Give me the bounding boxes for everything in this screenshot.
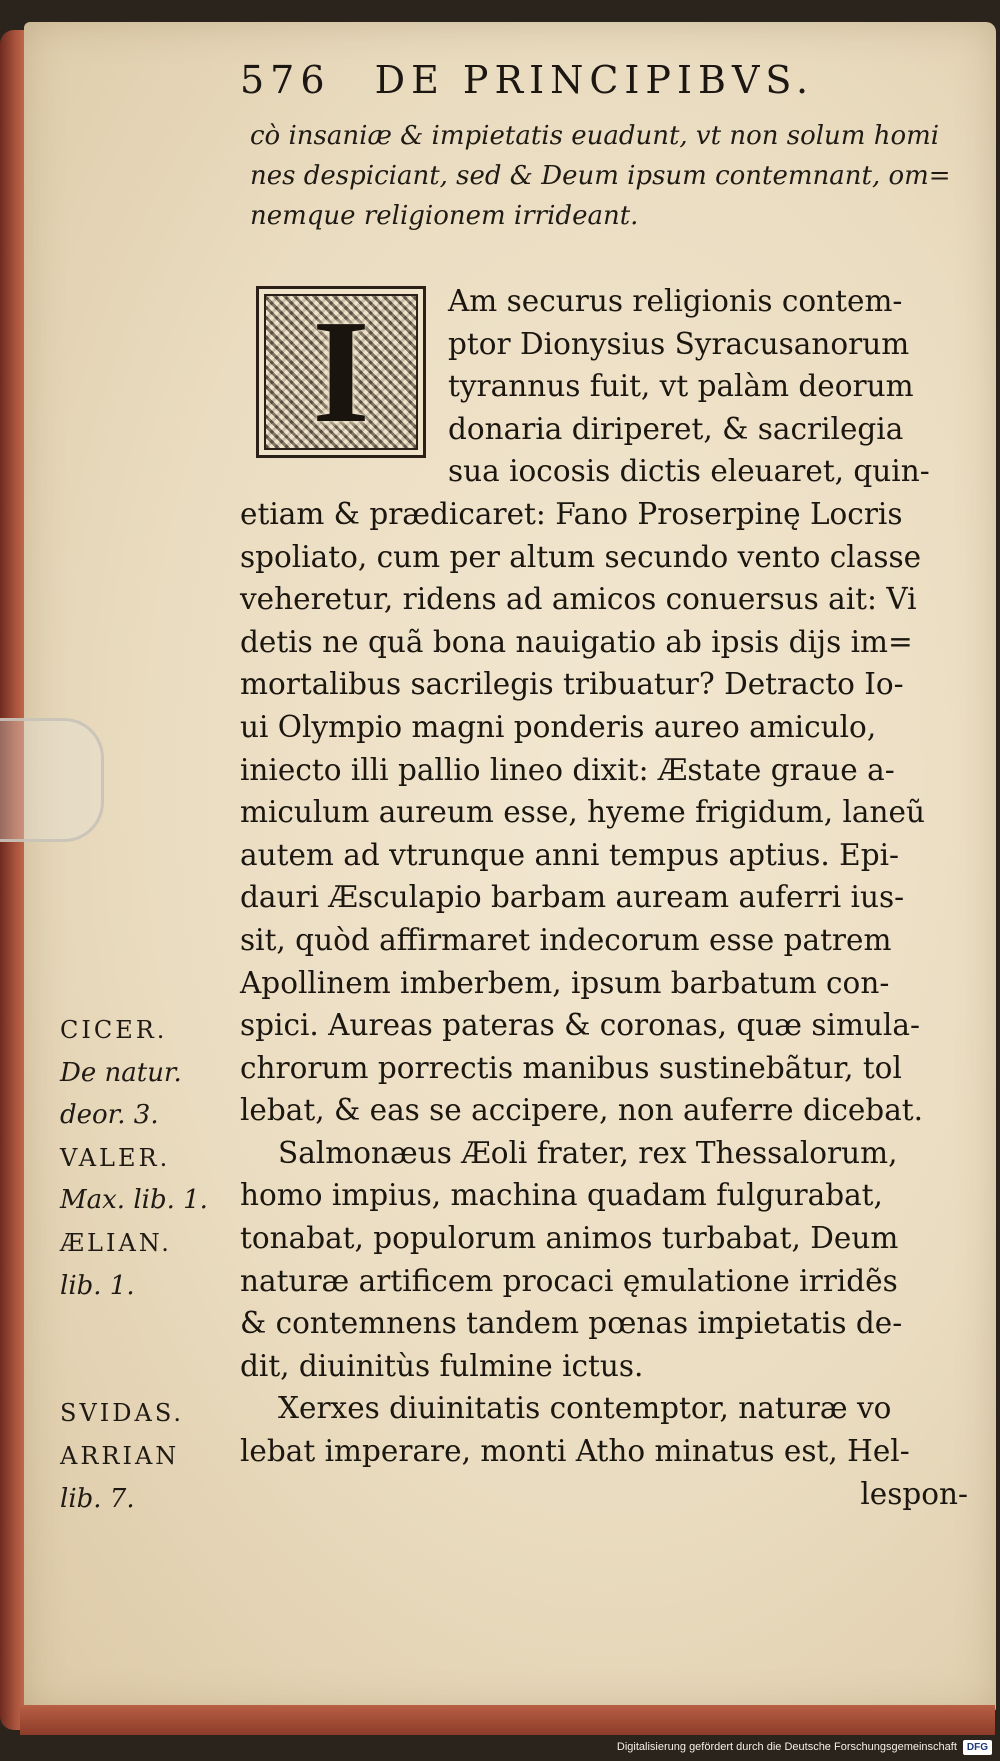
text-line: & contemnens tandem pœnas impietatis de- — [240, 1306, 903, 1341]
margin-spacer — [60, 1307, 236, 1350]
digitization-credit — [617, 1735, 992, 1759]
text-line: donaria diriperet, & sacrilegia — [448, 411, 904, 446]
margin-note: ÆLIAN. — [60, 1228, 172, 1257]
text-line: lebat imperare, monti Atho minatus est, Hel- — [240, 1434, 910, 1469]
text-line: tonabat, populorum animos turbabat, Deum — [240, 1221, 899, 1256]
margin-note: CICER. — [60, 1016, 168, 1044]
decorated-initial-letter: I — [312, 290, 370, 454]
margin-note: deor. 3. — [60, 1100, 159, 1131]
text-line: lebat, & eas se accipere, non auferre dicebat. — [240, 1093, 924, 1128]
running-title: DE PRINCIPIBVS. — [374, 58, 815, 102]
text-line: dauri Æsculapio barbam auream auferri ius- — [240, 880, 905, 915]
text-line: spoliato, cum per altum secundo vento classe — [240, 539, 922, 574]
summary-line: nes despiciant, sed & Deum ipsum contemnant, om= — [250, 161, 951, 191]
text-line: chrorum porrectis manibus sustinebãtur, tol — [240, 1050, 902, 1085]
text-line: detis ne quã bona nauigatio ab ipsis dijs im= — [240, 624, 913, 659]
text-line: homo impius, machina quadam fulgurabat, — [240, 1178, 883, 1213]
chapter-summary — [250, 116, 966, 236]
margin-note: lib. 7. — [60, 1483, 135, 1514]
summary-line: cò insaniæ & impietatis euadunt, vt non solum homi — [250, 121, 940, 151]
clip-holder — [0, 718, 104, 842]
text-line: ui Olympio magni ponderis aureo amiculo, — [240, 709, 877, 744]
margin-note: Max. lib. 1. — [60, 1185, 208, 1216]
margin-note: ARRIAN — [60, 1441, 180, 1470]
margin-notes — [60, 1009, 236, 1520]
text-line: etiam & prædicaret: Fano Proserpinę Locris — [240, 496, 903, 531]
margin-note: SVIDAS. — [60, 1399, 185, 1428]
text-line: dit, diuinitùs fulmine ictus. — [240, 1348, 644, 1383]
text-line: spici. Aureas pateras & coronas, quæ simula- — [240, 1008, 920, 1043]
margin-spacer — [60, 1350, 236, 1393]
text-line: lespon- — [860, 1476, 968, 1511]
text-line: Am securus religionis contem- — [448, 284, 903, 318]
body-text — [240, 280, 968, 1515]
text-line: sit, quòd affirmaret indecorum esse patrem — [240, 922, 892, 957]
text-line: miculum aureum esse, hyeme frigidum, laneũ — [240, 795, 925, 830]
text-line: Xerxes diuinitatis contemptor, naturæ vo — [278, 1391, 892, 1426]
text-line: naturæ artificem procaci ęmulatione irridẽs — [240, 1263, 898, 1298]
text-line: tyrannus fuit, vt palàm deorum — [448, 369, 914, 404]
dfg-logo-badge: DFG — [963, 1740, 992, 1755]
summary-line: nemque religionem irrideant. — [250, 201, 639, 231]
margin-note: De natur. — [60, 1057, 182, 1088]
text-line: Salmonæus Æoli frater, rex Thessalorum, — [278, 1135, 898, 1170]
page-number: 576 — [240, 58, 331, 102]
text-line: ptor Dionysius Syracusanorum — [448, 326, 910, 361]
text-line: iniecto illi pallio lineo dixit: Æstate graue a- — [240, 752, 895, 787]
text-line: sua iocosis dictis eleuaret, quin- — [448, 454, 930, 489]
text-line: Apollinem imberbem, ipsum barbatum con- — [240, 965, 890, 1000]
margin-note: VALER. — [60, 1143, 171, 1172]
book-bottom-edge — [20, 1705, 995, 1735]
text-line: autem ad vtrunque anni tempus aptius. Epi- — [240, 837, 899, 872]
credit-text: Digitalisierung gefördert durch die Deutsche Forschungsgemeinschaft — [616, 1741, 957, 1753]
text-line: mortalibus sacrilegis tribuatur? Detracto Io- — [240, 667, 904, 702]
running-header — [240, 58, 920, 108]
text-line: veheretur, ridens ad amicos conuersus ait: Vi — [240, 582, 917, 617]
margin-note: lib. 1. — [60, 1270, 135, 1301]
